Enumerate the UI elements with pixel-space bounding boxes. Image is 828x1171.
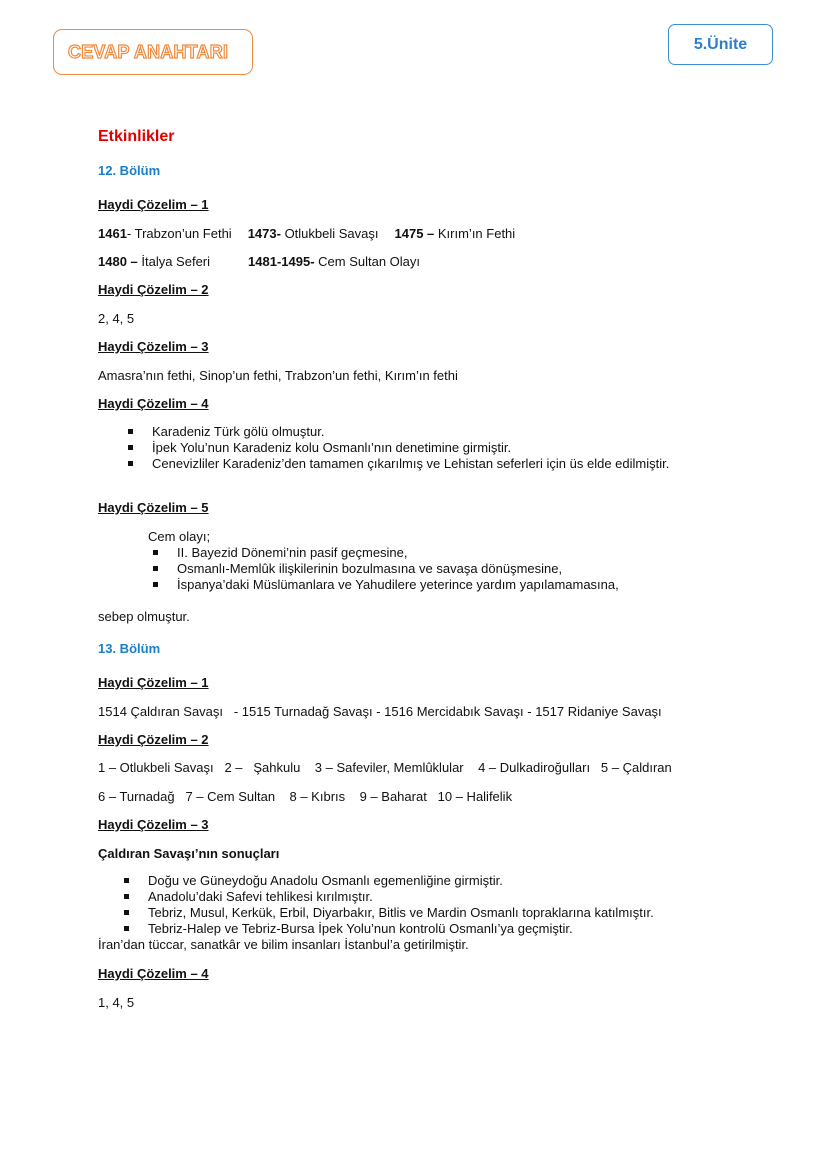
list-item: Tebriz, Musul, Kerkük, Erbil, Diyarbakır, Bitlis ve Mardin Osmanlı topraklarına katılmıştır.: [148, 905, 654, 920]
list-item: Anadolu’daki Safevi tehlikesi kırılmıştır.: [148, 889, 654, 905]
s13-hc3-list: [148, 873, 654, 937]
list-item: Karadeniz Türk gölü olmuştur.: [152, 424, 669, 440]
s13-hc4-answer: 1, 4, 5: [98, 995, 135, 1010]
list-item: İspanya’daki Müslümanlara ve Yahudilere yeterince yardım yapılamamasına,: [177, 577, 619, 592]
event: Otlukbeli Savaşı: [280, 226, 379, 241]
s12-hc5-intro: Cem olayı;: [148, 529, 211, 544]
s13-hc2-row1: 1 – Otlukbeli Savaşı 2 – Şahkulu 3 – Safeviler, Memlûklular 4 – Dulkadiroğulları 5 – Çaldıran: [98, 760, 672, 775]
s13-hc3-tail: İran’dan tüccar, sanatkâr ve bilim insanları İstanbul’a getirilmiştir.: [98, 937, 469, 952]
section-13-title: 13. Bölüm: [98, 641, 161, 656]
s12-hc5-title: Haydi Çözelim – 5: [98, 500, 209, 515]
unit-label: 5.Ünite: [693, 35, 748, 53]
year: 1480 –: [98, 254, 138, 269]
list-item: Doğu ve Güneydoğu Anadolu Osmanlı egemenliğine girmiştir.: [148, 873, 654, 889]
event: İtalya Seferi: [137, 254, 211, 269]
event: Kırım’ın Fethi: [434, 226, 516, 241]
s13-hc3-subtitle: Çaldıran Savaşı’nın sonuçları: [98, 846, 280, 861]
s12-hc1-row2: [98, 254, 420, 269]
event: - Trabzon’un Fethi: [126, 226, 232, 241]
s12-hc1-title: Haydi Çözelim – 1: [98, 197, 209, 212]
s13-hc2-row2: 6 – Turnadağ 7 – Cem Sultan 8 – Kıbrıs 9 – Baharat 10 – Halifelik: [98, 789, 513, 804]
section-12-title: 12. Bölüm: [98, 163, 161, 178]
year: 1481-1495-: [248, 254, 315, 269]
s12-hc4-title: Haydi Çözelim – 4: [98, 396, 209, 411]
unit-badge: [668, 24, 773, 65]
answer-key-badge: [53, 29, 253, 75]
list-item: İpek Yolu’nun Karadeniz kolu Osmanlı’nın denetimine girmiştir.: [152, 440, 669, 456]
year: 1475 –: [394, 226, 435, 241]
list-item: Osmanlı-Memlûk ilişkilerinin bozulmasına ve savaşa dönüşmesine,: [177, 561, 619, 577]
list-item: Tebriz-Halep ve Tebriz-Bursa İpek Yolu’nun kontrolü Osmanlı’ya geçmiştir.: [148, 921, 654, 937]
s12-hc4-list: [152, 424, 669, 472]
s12-hc3-title: Haydi Çözelim – 3: [98, 339, 209, 354]
s13-hc2-title: Haydi Çözelim – 2: [98, 732, 209, 747]
etkinlikler-title: Etkinlikler: [98, 128, 175, 145]
s13-hc1-title: Haydi Çözelim – 1: [98, 675, 209, 690]
list-item: Cenevizliler Karadeniz’den tamamen çıkarılmış ve Lehistan seferleri için üs elde edilmiştir.: [152, 456, 670, 471]
s13-hc4-title: Haydi Çözelim – 4: [98, 966, 209, 981]
s13-hc1-answer: 1514 Çaldıran Savaşı - 1515 Turnadağ Savaşı - 1516 Mercidabık Savaşı - 1517 Ridaniye Savaşı: [98, 704, 662, 719]
year: 1473-: [247, 226, 281, 241]
event: Cem Sultan Olayı: [314, 254, 421, 269]
s13-hc3-title: Haydi Çözelim – 3: [98, 817, 209, 832]
s12-hc5-list: [177, 545, 619, 593]
s12-hc2-answer: 2, 4, 5: [98, 311, 135, 326]
list-item: II. Bayezid Dönemi’nin pasif geçmesine,: [177, 545, 619, 561]
s12-hc2-title: Haydi Çözelim – 2: [98, 282, 209, 297]
year: 1461: [98, 226, 127, 241]
s12-hc1-row1: [98, 226, 515, 241]
s12-hc3-answer: Amasra’nın fethi, Sinop’un fethi, Trabzon’un fethi, Kırım’ın fethi: [98, 368, 458, 383]
answer-key-label: CEVAP ANAHTARI: [68, 41, 229, 62]
s12-hc5-outro: sebep olmuştur.: [98, 609, 190, 624]
